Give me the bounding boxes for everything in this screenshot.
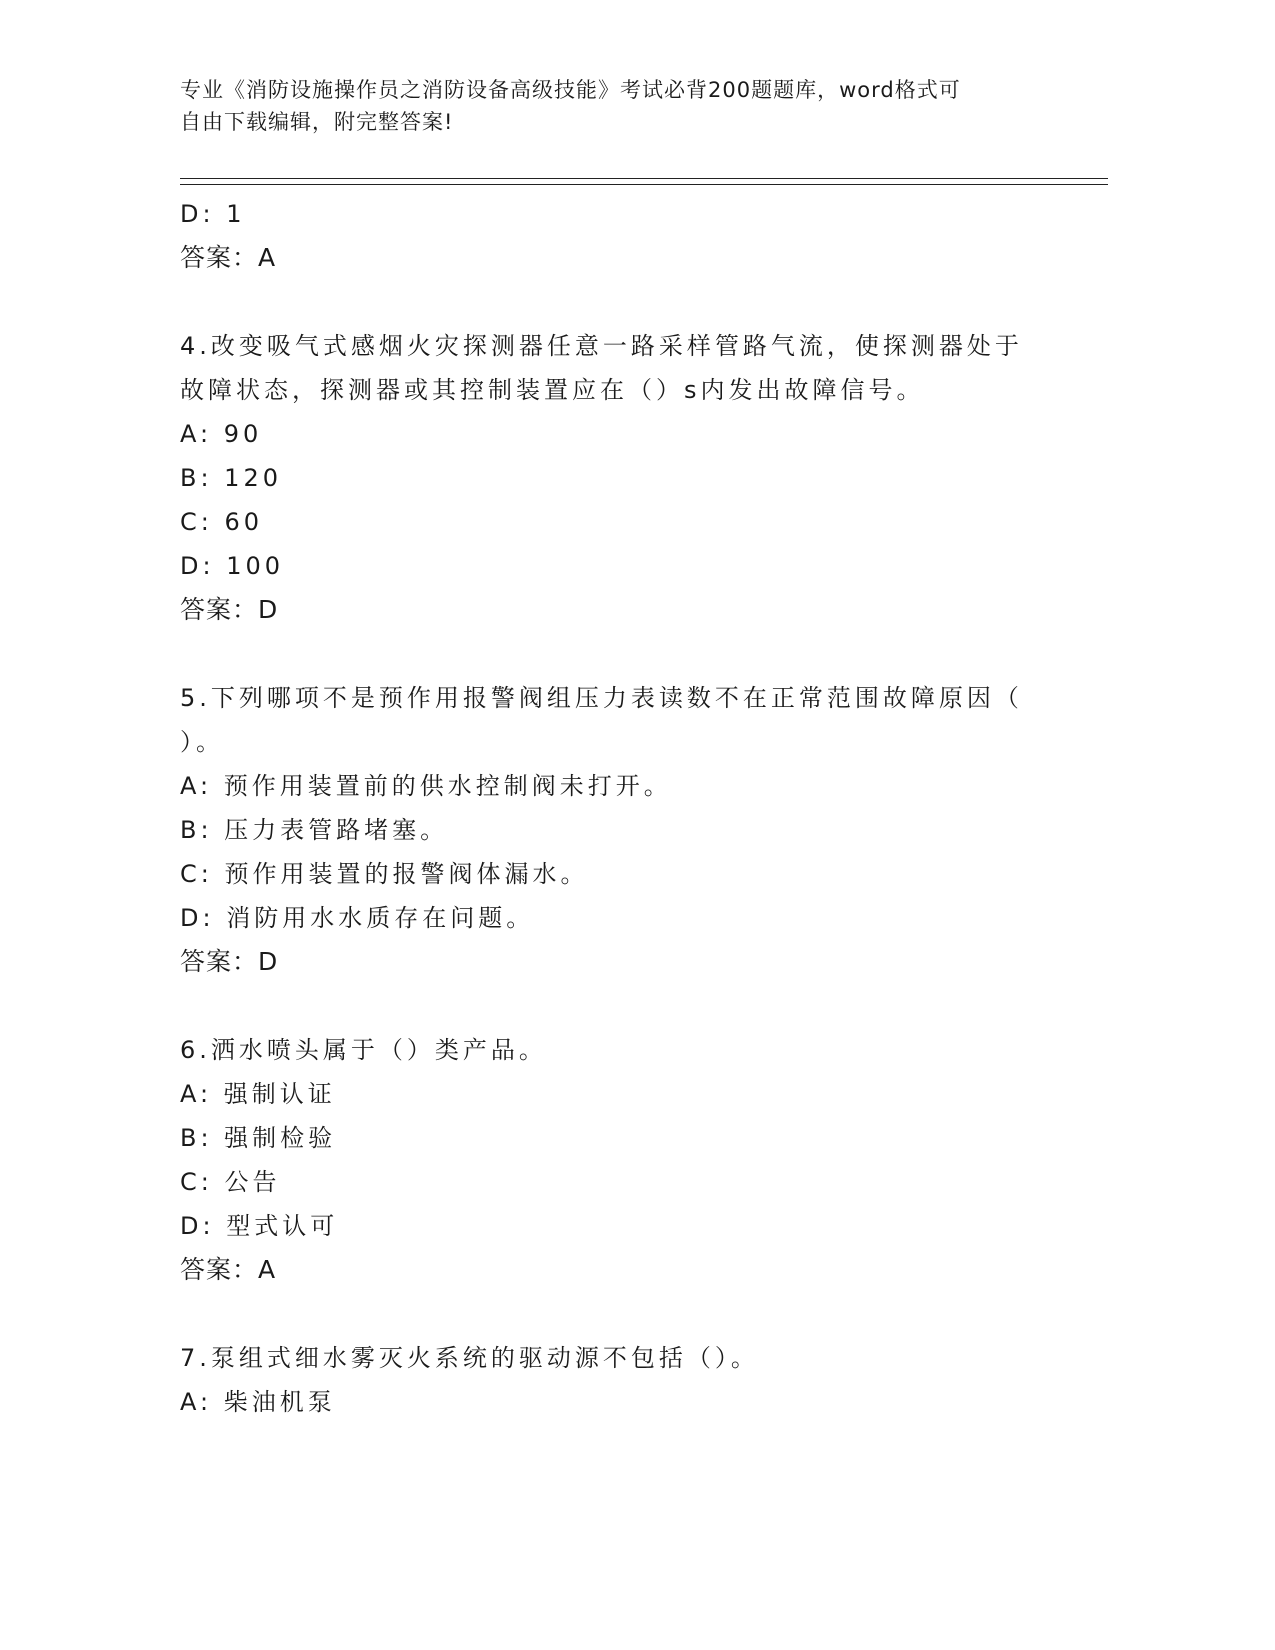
question-5-option-a: A: 预作用装置前的供水控制阀未打开。 bbox=[180, 772, 672, 800]
question-gap bbox=[180, 280, 1080, 324]
question-4-stem-line-1: 4.改变吸气式感烟火灾探测器任意一路采样管路气流，使探测器处于 bbox=[180, 332, 1023, 360]
question-6-answer: 答案：A bbox=[180, 1255, 277, 1284]
header-divider bbox=[180, 178, 1108, 185]
document-header bbox=[180, 74, 1040, 138]
question-4-option-d: D: 100 bbox=[180, 552, 285, 580]
question-5-answer: 答案：D bbox=[180, 947, 279, 976]
header-title-line-2: 自由下载编辑，附完整答案! bbox=[180, 110, 454, 134]
question-gap bbox=[180, 632, 1080, 676]
question-4-stem bbox=[180, 324, 1080, 412]
question-7-stem bbox=[180, 1336, 1080, 1380]
question-4-answer: 答案：D bbox=[180, 595, 279, 624]
question-6-option-b: B: 强制检验 bbox=[180, 1124, 337, 1152]
question-6-stem bbox=[180, 1028, 1080, 1072]
question-5-stem-line-2: ）。 bbox=[180, 728, 224, 756]
question-4-option-c: C: 60 bbox=[180, 508, 264, 536]
question-list bbox=[180, 192, 1080, 1424]
question-gap bbox=[180, 984, 1080, 1028]
question-5-stem bbox=[180, 676, 1080, 764]
question-6-option-d: D: 型式认可 bbox=[180, 1212, 339, 1240]
question-5-stem-line-1: 5.下列哪项不是预作用报警阀组压力表读数不在正常范围故障原因（ bbox=[180, 684, 1023, 712]
question-6-option-c: C: 公告 bbox=[180, 1168, 281, 1196]
question-gap bbox=[180, 1292, 1080, 1336]
question-5-option-b: B: 压力表管路堵塞。 bbox=[180, 816, 449, 844]
prev-option-d: D: 1 bbox=[180, 200, 246, 228]
question-5-option-d: D: 消防用水水质存在问题。 bbox=[180, 904, 535, 932]
question-6-stem-line-1: 6.洒水喷头属于（）类产品。 bbox=[180, 1036, 547, 1064]
question-6-option-a: A: 强制认证 bbox=[180, 1080, 336, 1108]
header-title-line-1: 专业《消防设施操作员之消防设备高级技能》考试必背200题题库，word格式可 bbox=[180, 78, 961, 102]
question-4-option-a: A: 90 bbox=[180, 420, 263, 448]
question-7-option-a: A: 柴油机泵 bbox=[180, 1388, 336, 1416]
question-7-stem-line-1: 7.泵组式细水雾灭火系统的驱动源不包括（）。 bbox=[180, 1344, 759, 1372]
question-4-option-b: B: 120 bbox=[180, 464, 282, 492]
prev-answer: 答案：A bbox=[180, 243, 277, 272]
question-5-option-c: C: 预作用装置的报警阀体漏水。 bbox=[180, 860, 589, 888]
question-4-stem-line-2: 故障状态，探测器或其控制装置应在（）s内发出故障信号。 bbox=[180, 376, 925, 404]
